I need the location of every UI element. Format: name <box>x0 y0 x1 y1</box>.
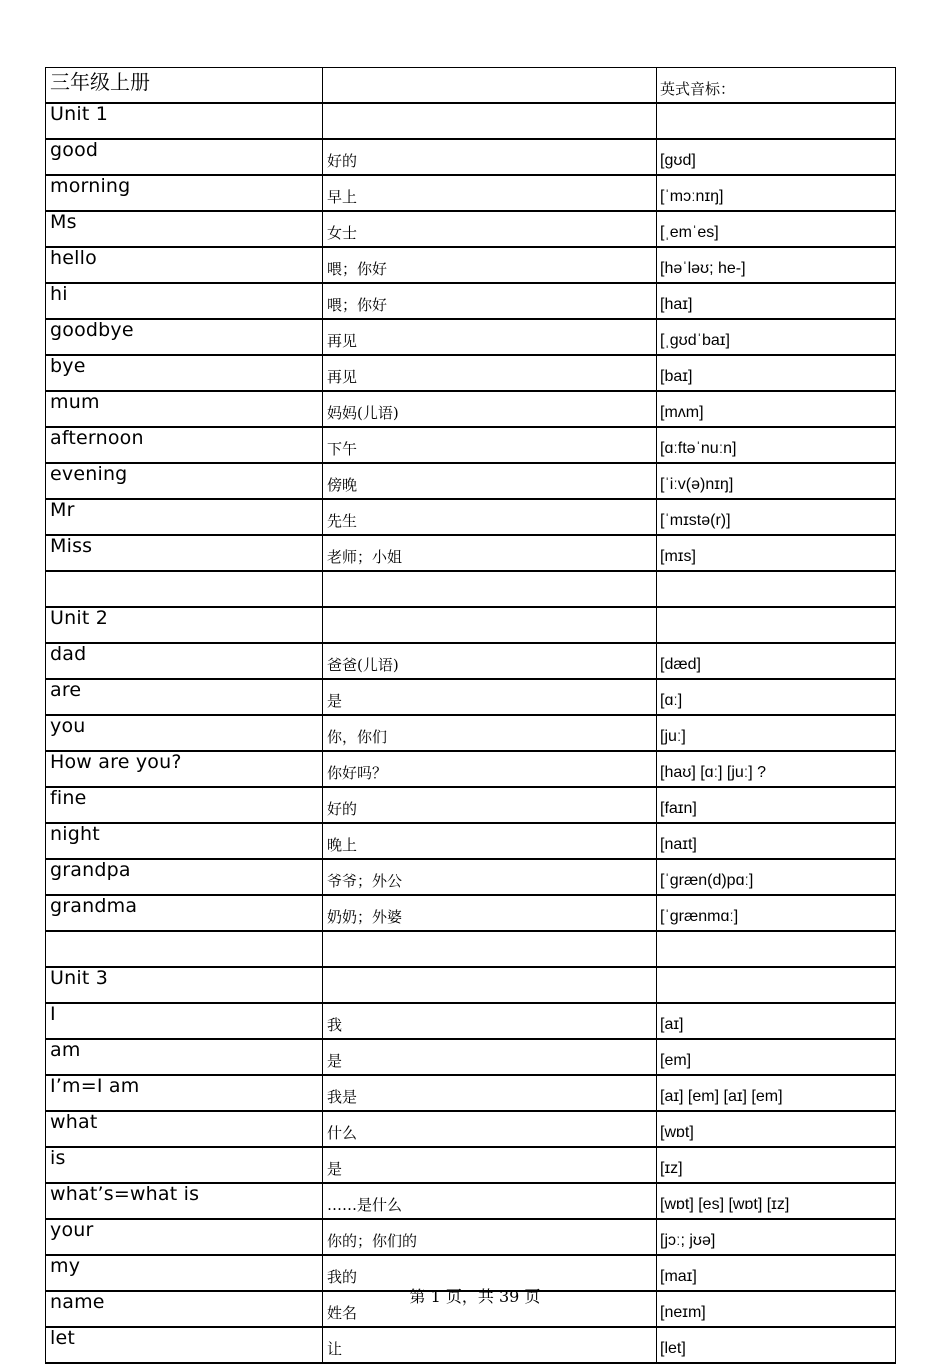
meaning-cell <box>323 931 657 967</box>
meaning-cell: 再见 <box>323 355 657 391</box>
phonetic-cell: [dæd] <box>657 643 896 679</box>
meaning-cell <box>323 571 657 607</box>
meaning-cell: 是 <box>323 1147 657 1183</box>
word-cell: name <box>46 1291 323 1327</box>
meaning-cell: 先生 <box>323 499 657 535</box>
table-row <box>46 499 896 535</box>
phonetic-cell: [haɪ] <box>657 283 896 319</box>
phonetic-cell: [maɪ] <box>657 1255 896 1291</box>
meaning-cell <box>323 103 657 139</box>
word-cell: my <box>46 1255 323 1291</box>
meaning-cell: 是 <box>323 1039 657 1075</box>
phonetic-cell: [ˌemˈes] <box>657 211 896 247</box>
phonetic-cell: [ɑːftəˈnuːn] <box>657 427 896 463</box>
meaning-cell: 我的 <box>323 1255 657 1291</box>
word-cell: Mr <box>46 499 323 535</box>
table-row <box>46 823 896 859</box>
meaning-cell: 你，你们 <box>323 715 657 751</box>
meaning-cell: 喂；你好 <box>323 247 657 283</box>
table-row <box>46 355 896 391</box>
phonetic-cell: [ˈgrænmɑː] <box>657 895 896 931</box>
meaning-cell: 是 <box>323 679 657 715</box>
meaning-cell: 你好吗？ <box>323 751 657 787</box>
phonetic-cell: [ˌgʊdˈbaɪ] <box>657 319 896 355</box>
word-cell: Unit 3 <box>46 967 323 1003</box>
table-row <box>46 1003 896 1039</box>
meaning-cell: 晚上 <box>323 823 657 859</box>
word-cell: what’s=what is <box>46 1183 323 1219</box>
table-row <box>46 967 896 1003</box>
table-row <box>46 1219 896 1255</box>
table-row <box>46 571 896 607</box>
word-cell: Unit 1 <box>46 103 323 139</box>
meaning-cell: 早上 <box>323 175 657 211</box>
phonetic-cell <box>657 103 896 139</box>
word-cell: grandpa <box>46 859 323 895</box>
meaning-cell <box>323 607 657 643</box>
meaning-cell: 你的；你们的 <box>323 1219 657 1255</box>
phonetic-cell: [ˈgræn(d)pɑː] <box>657 859 896 895</box>
table-row <box>46 463 896 499</box>
table-row <box>46 859 896 895</box>
phonetic-cell <box>657 607 896 643</box>
word-cell: your <box>46 1219 323 1255</box>
word-cell: How are you? <box>46 751 323 787</box>
meaning-cell: 让 <box>323 1327 657 1363</box>
word-cell: you <box>46 715 323 751</box>
table-row <box>46 283 896 319</box>
phonetic-cell: [baɪ] <box>657 355 896 391</box>
phonetic-cell: [juː] <box>657 715 896 751</box>
meaning-cell: ……是什么 <box>323 1183 657 1219</box>
meaning-cell <box>323 967 657 1003</box>
word-cell: evening <box>46 463 323 499</box>
phonetic-cell: [wɒt] <box>657 1111 896 1147</box>
phonetic-heading: 英式音标： <box>657 68 896 104</box>
phonetic-cell: [ɪz] <box>657 1147 896 1183</box>
phonetic-cell: [let] <box>657 1327 896 1363</box>
phonetic-cell: [neɪm] <box>657 1291 896 1327</box>
table-row <box>46 895 896 931</box>
word-cell: Miss <box>46 535 323 571</box>
phonetic-cell <box>657 931 896 967</box>
table-row <box>46 535 896 571</box>
meaning-cell: 好的 <box>323 139 657 175</box>
phonetic-cell: [aɪ] [em] [aɪ] [em] <box>657 1075 896 1111</box>
vocabulary-table <box>45 67 896 1364</box>
meaning-cell: 爷爷；外公 <box>323 859 657 895</box>
word-cell: good <box>46 139 323 175</box>
word-cell <box>46 571 323 607</box>
table-row <box>46 427 896 463</box>
meaning-cell: 好的 <box>323 787 657 823</box>
phonetic-cell: [həˈləʊ; he-] <box>657 247 896 283</box>
phonetic-cell: [faɪn] <box>657 787 896 823</box>
word-cell: is <box>46 1147 323 1183</box>
phonetic-cell: [ˈmɪstə(r)] <box>657 499 896 535</box>
phonetic-cell: [haʊ] [ɑː] [juː] ? <box>657 751 896 787</box>
table-row <box>46 247 896 283</box>
phonetic-cell: [ˈiːv(ə)nɪŋ] <box>657 463 896 499</box>
meaning-cell: 什么 <box>323 1111 657 1147</box>
table-row <box>46 139 896 175</box>
table-row <box>46 103 896 139</box>
word-cell: hello <box>46 247 323 283</box>
word-cell: I’m=I am <box>46 1075 323 1111</box>
table-row <box>46 643 896 679</box>
word-cell: goodbye <box>46 319 323 355</box>
phonetic-cell: [mɪs] <box>657 535 896 571</box>
table-header-row <box>46 68 896 104</box>
grade-title: 三年级上册 <box>46 68 323 104</box>
table-row <box>46 391 896 427</box>
word-cell <box>46 931 323 967</box>
word-cell: night <box>46 823 323 859</box>
table-row <box>46 1111 896 1147</box>
word-cell: dad <box>46 643 323 679</box>
word-cell: grandma <box>46 895 323 931</box>
table-row <box>46 931 896 967</box>
word-cell: I <box>46 1003 323 1039</box>
table-row <box>46 211 896 247</box>
meaning-cell: 老师；小姐 <box>323 535 657 571</box>
phonetic-cell: [gʊd] <box>657 139 896 175</box>
phonetic-cell: [aɪ] <box>657 1003 896 1039</box>
meaning-header-cell <box>323 68 657 104</box>
table-row <box>46 607 896 643</box>
word-cell: Unit 2 <box>46 607 323 643</box>
table-row <box>46 715 896 751</box>
phonetic-cell: [mʌm] <box>657 391 896 427</box>
word-cell: are <box>46 679 323 715</box>
table-row <box>46 679 896 715</box>
page-footer: 第 1 页，共 39 页 <box>409 1287 541 1306</box>
table-row <box>46 1039 896 1075</box>
meaning-cell: 姓名 <box>323 1291 657 1327</box>
meaning-cell: 奶奶；外婆 <box>323 895 657 931</box>
table-row <box>46 175 896 211</box>
meaning-cell: 妈妈(儿语) <box>323 391 657 427</box>
phonetic-cell: [ˈmɔːnɪŋ] <box>657 175 896 211</box>
table-row <box>46 1183 896 1219</box>
word-cell: afternoon <box>46 427 323 463</box>
table-row <box>46 319 896 355</box>
word-cell: bye <box>46 355 323 391</box>
phonetic-cell: [jɔː; jʊə] <box>657 1219 896 1255</box>
meaning-cell: 傍晚 <box>323 463 657 499</box>
meaning-cell: 喂；你好 <box>323 283 657 319</box>
word-cell: hi <box>46 283 323 319</box>
phonetic-cell: [em] <box>657 1039 896 1075</box>
meaning-cell: 下午 <box>323 427 657 463</box>
word-cell: fine <box>46 787 323 823</box>
table-row <box>46 1147 896 1183</box>
word-cell: morning <box>46 175 323 211</box>
word-cell: mum <box>46 391 323 427</box>
table-row <box>46 751 896 787</box>
meaning-cell: 我 <box>323 1003 657 1039</box>
word-cell: Ms <box>46 211 323 247</box>
phonetic-cell <box>657 571 896 607</box>
word-cell: am <box>46 1039 323 1075</box>
word-cell: what <box>46 1111 323 1147</box>
meaning-cell: 女士 <box>323 211 657 247</box>
phonetic-cell: [ɑː] <box>657 679 896 715</box>
phonetic-cell: [naɪt] <box>657 823 896 859</box>
table-row <box>46 787 896 823</box>
phonetic-cell: [wɒt] [es] [wɒt] [ɪz] <box>657 1183 896 1219</box>
table-row <box>46 1075 896 1111</box>
meaning-cell: 再见 <box>323 319 657 355</box>
word-cell: let <box>46 1327 323 1363</box>
phonetic-cell <box>657 967 896 1003</box>
table-row <box>46 1327 896 1363</box>
meaning-cell: 爸爸(儿语) <box>323 643 657 679</box>
meaning-cell: 我是 <box>323 1075 657 1111</box>
